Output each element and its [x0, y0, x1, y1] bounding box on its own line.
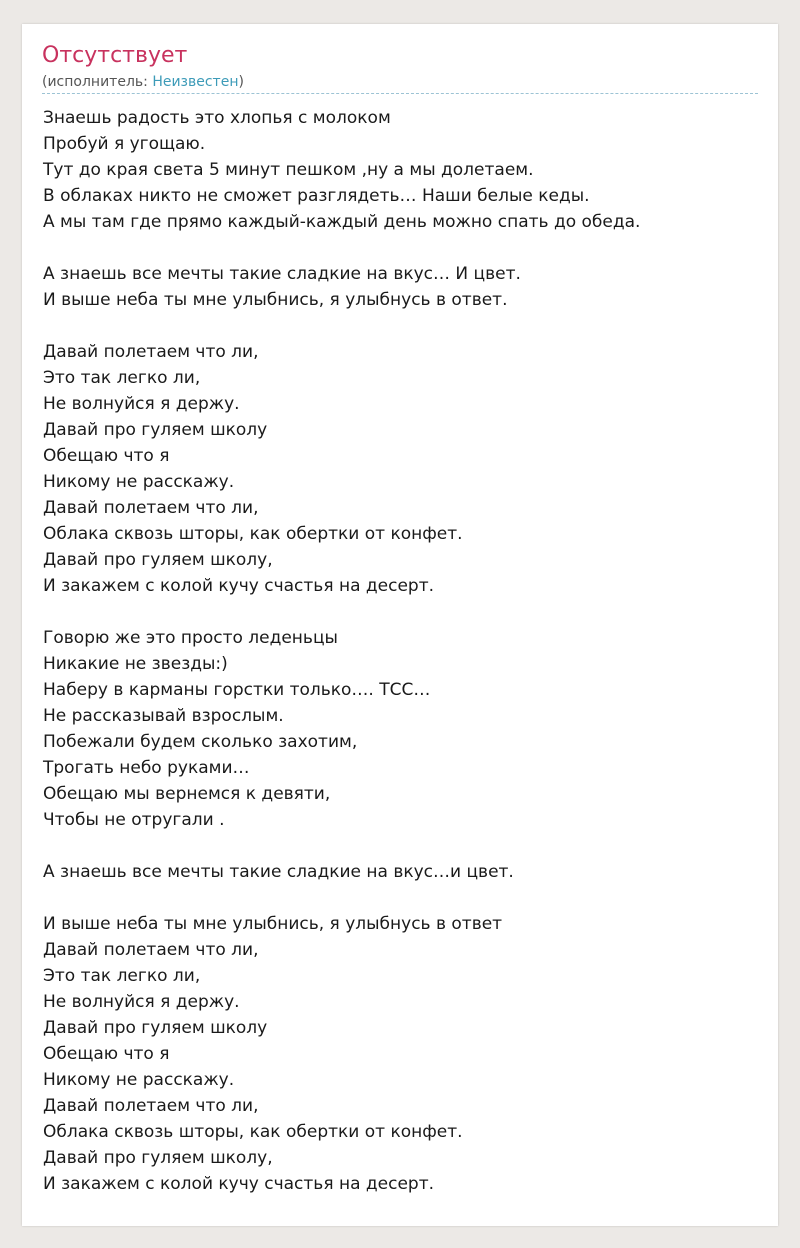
lyric-line: Не волнуйся я держу.	[43, 394, 240, 414]
lyric-line: Это так легко ли,	[43, 368, 201, 388]
lyric-line: Трогать небо руками…	[43, 758, 250, 778]
lyric-line: Не волнуйся я держу.	[43, 992, 240, 1012]
lyric-line: Чтобы не отругали .	[43, 810, 225, 830]
artist-line	[42, 73, 244, 91]
title-divider	[42, 93, 758, 94]
lyric-line: И закажем с колой кучу счастья на десерт.	[43, 576, 434, 596]
lyric-line: Говорю же это просто леденьцы	[43, 628, 338, 648]
lyrics-stanza	[43, 911, 763, 1197]
lyric-line: Обещаю мы вернемся к девяти,	[43, 784, 331, 804]
lyric-line: Никому не расскажу.	[43, 472, 235, 492]
lyric-line: Обещаю что я	[43, 446, 170, 466]
lyric-line: Давай полетаем что ли,	[43, 940, 259, 960]
lyric-line: А мы там где прямо каждый-каждый день можно спать до обеда.	[43, 212, 641, 232]
lyrics-stanza	[43, 339, 763, 599]
lyric-line: А знаешь все мечты такие сладкие на вкус…и цвет.	[43, 862, 514, 882]
lyric-line: А знаешь все мечты такие сладкие на вкус… И цвет.	[43, 264, 521, 284]
lyric-line: И закажем с колой кучу счастья на десерт.	[43, 1174, 434, 1194]
lyric-line: Не рассказывай взрослым.	[43, 706, 284, 726]
lyric-line: И выше неба ты мне улыбнись, я улыбнусь в ответ.	[43, 290, 508, 310]
lyrics-stanza	[43, 261, 763, 313]
lyric-line: Это так легко ли,	[43, 966, 201, 986]
lyrics-card	[22, 24, 778, 1226]
artist-link[interactable]: Неизвестен	[152, 74, 239, 90]
lyric-line: Давай про гуляем школу	[43, 1018, 268, 1038]
lyric-line: И выше неба ты мне улыбнись, я улыбнусь в ответ	[43, 914, 503, 934]
lyric-line: Знаешь радость это хлопья с молоком	[43, 108, 391, 128]
lyric-line: Никакие не звезды:)	[43, 654, 228, 674]
lyric-line: Облака сквозь шторы, как обертки от конфет.	[43, 1122, 463, 1142]
lyric-line: Никому не расскажу.	[43, 1070, 235, 1090]
lyric-line: Давай полетаем что ли,	[43, 1096, 259, 1116]
lyrics-stanza	[43, 859, 763, 885]
lyric-line: Давай про гуляем школу	[43, 420, 268, 440]
lyrics-stanza	[43, 625, 763, 833]
lyric-line: Пробуй я угощаю.	[43, 134, 206, 154]
artist-prefix: (исполнитель:	[42, 74, 153, 90]
song-title: Отсутствует	[42, 43, 188, 68]
lyric-line: Обещаю что я	[43, 1044, 170, 1064]
lyric-line: Облака сквозь шторы, как обертки от конфет.	[43, 524, 463, 544]
lyric-line: Давай полетаем что ли,	[43, 498, 259, 518]
lyrics-text	[43, 105, 763, 1197]
lyric-line: В облаках никто не сможет разглядеть… Наши белые кеды.	[43, 186, 590, 206]
lyric-line: Тут до края света 5 минут пешком ,ну а мы долетаем.	[43, 160, 534, 180]
artist-suffix: )	[238, 74, 244, 90]
lyric-line: Давай про гуляем школу,	[43, 550, 273, 570]
lyric-line: Наберу в карманы горстки только…. ТСС…	[43, 680, 431, 700]
lyric-line: Давай про гуляем школу,	[43, 1148, 273, 1168]
lyrics-stanza	[43, 105, 763, 235]
lyric-line: Давай полетаем что ли,	[43, 342, 259, 362]
lyric-line: Побежали будем сколько захотим,	[43, 732, 358, 752]
